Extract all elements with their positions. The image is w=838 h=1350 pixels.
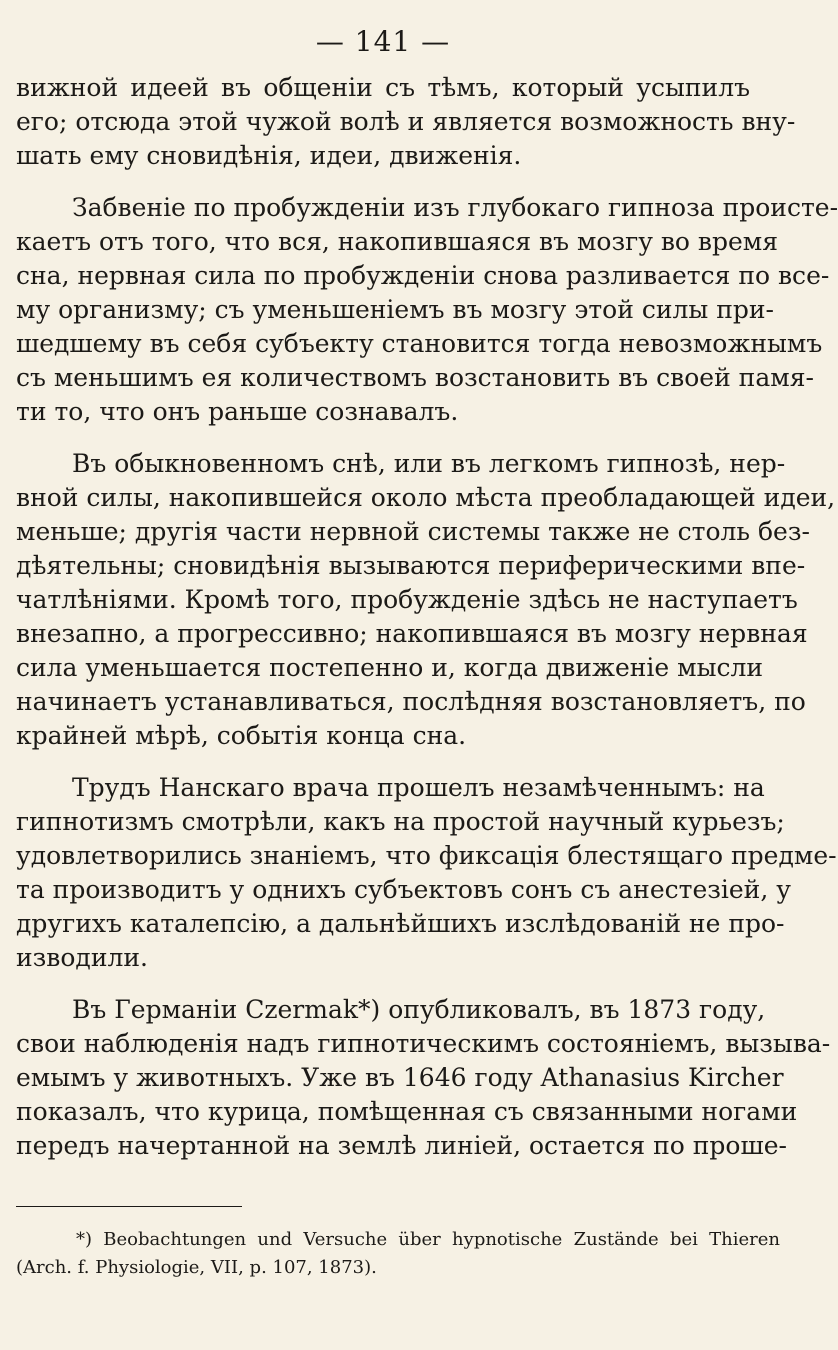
text-line: свои наблюденія надъ гипнотическимъ состояніемъ, вызыва- <box>16 1029 831 1058</box>
text-line: дѣятельны; сновидѣнія вызываются периферическими впе- <box>16 551 806 580</box>
text-line: сила уменьшается постепенно и, когда движеніе мысли <box>16 653 764 682</box>
text-line: внезапно, а прогрессивно; накопившаяся въ мозгу нервная <box>16 619 808 648</box>
paragraph-3 <box>16 447 836 753</box>
text-line: вной силы, накопившейся около мѣста преобладающей идеи, <box>16 483 836 512</box>
text-line: Забвеніе по пробужденіи изъ глубокаго гипноза проистe- <box>72 193 838 222</box>
footnote <box>16 1226 780 1282</box>
text-line: чатлѣніями. Кромѣ того, пробужденіе здѣсь не наступаетъ <box>16 585 798 614</box>
paragraph-2 <box>16 191 838 429</box>
text-line: начинаетъ устанавливаться, послѣдняя возстановляетъ, по <box>16 687 806 716</box>
paragraph-1 <box>16 71 796 173</box>
text-line: Въ обыкновенномъ снѣ, или въ легкомъ гипнозѣ, нер- <box>72 449 786 478</box>
text-line: показалъ, что курица, помѣщенная съ связанными ногами <box>16 1097 798 1126</box>
text-line: ти то, что онъ раньше сознавалъ. <box>16 397 459 426</box>
footnote-line: *) Beobachtungen und Versuche über hypnotische Zustände bei Thieren <box>76 1229 780 1250</box>
text-line: вижной идеей въ общеніи съ тѣмъ, который усыпилъ <box>16 73 750 102</box>
text-line: шать ему сновидѣнія, идеи, движенія. <box>16 141 522 170</box>
footnote-line: (Arch. f. Physiologie, VII, p. 107, 1873). <box>16 1257 377 1278</box>
text-line: каетъ отъ того, что вся, накопившаяся въ мозгу во время <box>16 227 779 256</box>
text-line: съ меньшимъ ея количествомъ возстановить въ своей памя- <box>16 363 814 392</box>
text-line: Въ Германіи Czermak*) опубликовалъ, въ 1873 году, <box>72 995 766 1024</box>
text-line: Трудъ Нанскаго врача прошелъ незамѣченнымъ: на <box>72 773 765 802</box>
text-line: гипнотизмъ смотрѣли, какъ на простой научный курьезъ; <box>16 807 785 836</box>
text-line: другихъ каталепсію, а дальнѣйшихъ изслѣдованій не про- <box>16 909 785 938</box>
paragraph-5 <box>16 993 831 1163</box>
paragraph-4 <box>16 771 837 975</box>
text-line: та производитъ у однихъ субъектовъ сонъ съ анестезіей, у <box>16 875 791 904</box>
text-line: передъ начертанной на землѣ линіей, остается по проше- <box>16 1131 787 1160</box>
page-body <box>16 22 838 1163</box>
page-number: — 141 — <box>315 25 451 58</box>
text-line: меньше; другія части нервной системы также не столь без- <box>16 517 810 546</box>
text-line: крайней мѣрѣ, событія конца сна. <box>16 721 467 750</box>
text-line: его; отсюда этой чужой волѣ и является возможность вну- <box>16 107 796 136</box>
text-line: изводили. <box>16 943 148 972</box>
text-line: сна, нервная сила по пробужденіи снова разливается по все- <box>16 261 830 290</box>
text-line: шедшему въ себя субъекту становится тогда невозможнымъ <box>16 329 823 358</box>
text-line: удовлетворились знаніемъ, что фиксація блестящаго предме- <box>16 841 837 870</box>
footnote-divider <box>16 1206 242 1207</box>
text-line: му организму; съ уменьшеніемъ въ мозгу этой силы при- <box>16 295 774 324</box>
text-line: емымъ у животныхъ. Уже въ 1646 году Athanasius Kircher <box>16 1063 784 1092</box>
